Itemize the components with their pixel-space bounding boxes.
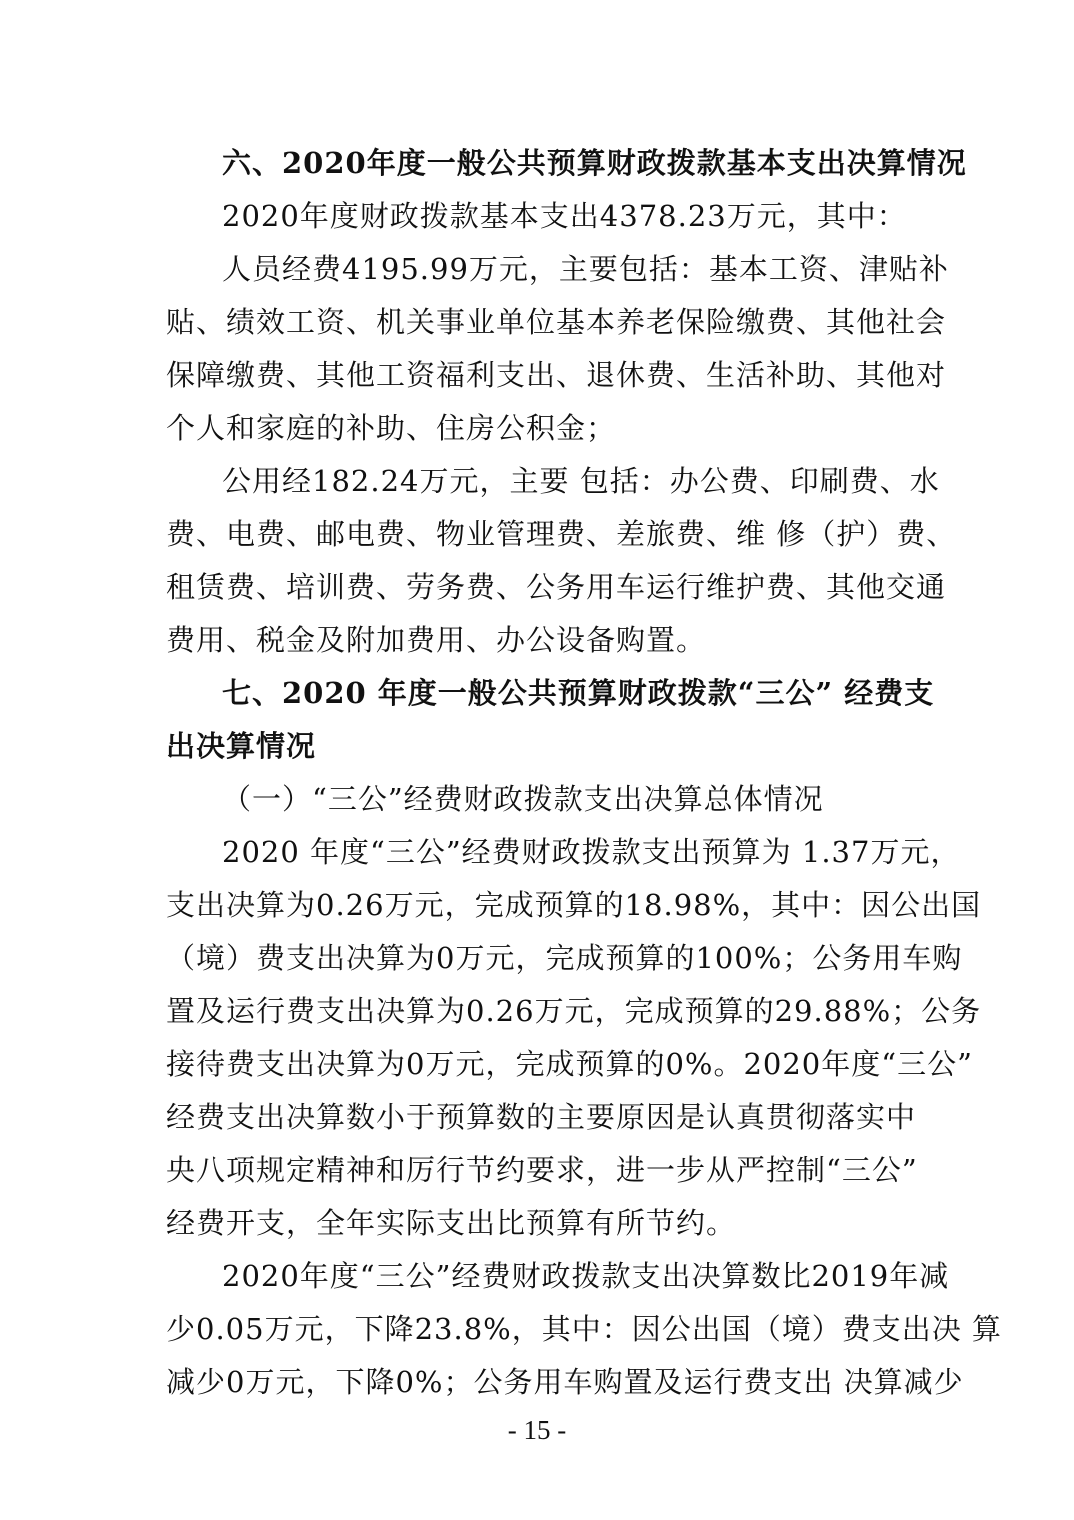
- section7-line-9: 2020年度“三公”经费财政拨款支出决算数比2019年减: [222, 1259, 950, 1293]
- section7-line-5: 接待费支出决算为0万元，完成预算的0%。2020年度“三公”: [166, 1047, 973, 1081]
- section7-heading-line-2: 出决算情况: [166, 729, 317, 763]
- section7-line-7: 央八项规定精神和厉行节约要求，进一步从严控制“三公”: [166, 1153, 918, 1187]
- section7-line-4: 置及运行费支出决算为0.26万元，完成预算的29.88%；公务: [166, 994, 982, 1028]
- section7-line-2: 支出决算为0.26万元，完成预算的18.98%，其中：因公出国: [166, 888, 982, 922]
- section7-line-10: 少0.05万元，下降23.8%，其中：因公出国（境）费支出决 算: [166, 1312, 1002, 1346]
- section6-line-4: 保障缴费、其他工资福利支出、退休费、生活补助、其他对: [166, 358, 947, 392]
- section7-line-3: （境）费支出决算为0万元，完成预算的100%；公务用车购: [166, 941, 963, 975]
- section7-subheading: （一）“三公”经费财政拨款支出决算总体情况: [222, 782, 824, 816]
- page-number: - 15 -: [507, 1415, 567, 1445]
- section6-line-3: 贴、绩效工资、机关事业单位基本养老保险缴费、其他社会: [166, 305, 947, 339]
- section6-heading: 六、2020年度一般公共预算财政拨款基本支出决算情况: [222, 146, 967, 180]
- section7-line-6: 经费支出决算数小于预算数的主要原因是认真贯彻落实中: [166, 1100, 917, 1134]
- section6-line-2: 人员经费4195.99万元，主要包括：基本工资、津贴补: [222, 252, 949, 286]
- section7-line-11: 减少0万元，下降0%；公务用车购置及运行费支出 决算减少: [166, 1365, 964, 1399]
- section6-line-6: 公用经182.24万元，主要 包括：办公费、印刷费、水: [222, 464, 940, 498]
- section6-line-7: 费、电费、邮电费、物业管理费、差旅费、维 修（护）费、: [166, 517, 957, 551]
- section7-heading-line-1: 七、2020 年度一般公共预算财政拨款“三公” 经费支: [222, 676, 935, 710]
- section6-line-1: 2020年度财政拨款基本支出4378.23万元，其中：: [222, 199, 907, 233]
- section6-line-8: 租赁费、培训费、劳务费、公务用车运行维护费、其他交通: [166, 570, 947, 604]
- section7-line-8: 经费开支，全年实际支出比预算有所节约。: [166, 1206, 737, 1240]
- section7-line-1: 2020 年度“三公”经费财政拨款支出预算为 1.37万元，: [222, 835, 961, 869]
- section6-line-9: 费用、税金及附加费用、办公设备购置。: [166, 623, 707, 657]
- section6-line-5: 个人和家庭的补助、住房公积金；: [166, 411, 617, 445]
